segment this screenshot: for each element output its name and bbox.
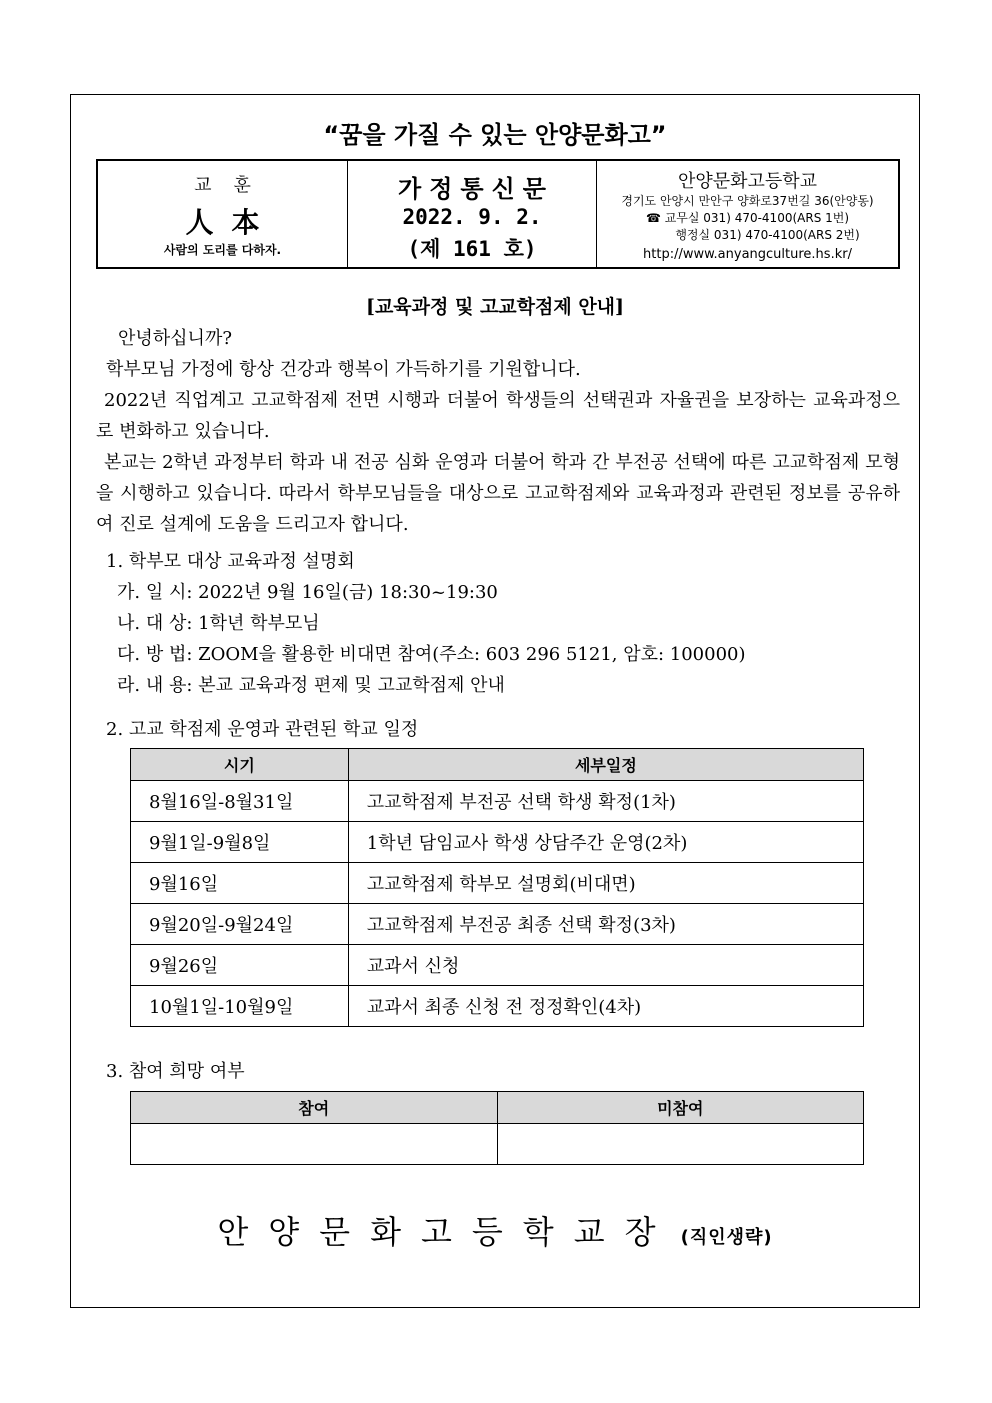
signature [71, 1207, 919, 1253]
period-cell: 9월16일 [131, 863, 349, 904]
school-address: 경기도 안양시 만안구 양화로37번길 36(안양동) [621, 194, 874, 208]
section-2-heading: 2. 고교 학점제 운영과 관련된 학교 일정 [106, 719, 419, 740]
section-1-item: 라. 내 용: 본교 교육과정 편제 및 고교학점제 안내 [117, 675, 505, 696]
school-contact [597, 193, 898, 244]
slogan: “꿈을 가질 수 있는 안양문화고” [323, 121, 667, 149]
intro-text [96, 323, 900, 540]
table-row [131, 904, 864, 945]
detail-cell: 고교학점제 부전공 최종 선택 확정(3차) [348, 904, 863, 945]
detail-cell: 1학년 담임교사 학생 상담주간 운영(2차) [348, 822, 863, 863]
table-header-row [131, 749, 864, 781]
newsletter-date: 2022. 9. 2. [402, 205, 542, 229]
header-detail: 세부일정 [348, 749, 863, 781]
header-box [96, 159, 900, 269]
section-1-item: 가. 일 시: 2022년 9월 16일(금) 18:30~19:30 [117, 582, 498, 603]
motto-label: 교훈 [194, 175, 273, 196]
header-attend: 참여 [131, 1092, 498, 1124]
document-frame [70, 94, 920, 1308]
document-title: [교육과정 및 고교학점제 안내] [365, 296, 625, 318]
phone-admin: 행정실 031) 470-4100(ARS 2번) [675, 228, 860, 242]
period-cell: 9월26일 [131, 945, 349, 986]
school-url[interactable]: http://www.anyangculture.hs.kr/ [643, 247, 852, 262]
newsletter-cell [348, 161, 597, 267]
period-cell: 9월1일-9월8일 [131, 822, 349, 863]
period-cell: 8월16일-8월31일 [131, 781, 349, 822]
not-attend-input-cell[interactable] [497, 1124, 864, 1165]
school-info-cell [597, 161, 898, 267]
table-row [131, 822, 864, 863]
section-1-heading: 1. 학부모 대상 교육과정 설명회 [106, 551, 355, 572]
table-row [131, 1124, 864, 1165]
detail-cell: 고교학점제 학부모 설명회(비대면) [348, 863, 863, 904]
table-header-row [131, 1092, 864, 1124]
phone-office: ☎ 교무실 031) 470-4100(ARS 1번) [645, 211, 850, 225]
participation-table [130, 1091, 864, 1165]
section-3-heading: 3. 참여 희망 여부 [106, 1061, 245, 1082]
header-not-attend: 미참여 [497, 1092, 864, 1124]
table-row [131, 781, 864, 822]
table-row [131, 986, 864, 1027]
header-period: 시기 [131, 749, 349, 781]
greeting: 안녕하십니까? [118, 328, 232, 349]
detail-cell: 교과서 최종 신청 전 정정확인(4차) [348, 986, 863, 1027]
principal-title: 안양문화고등학교장 [217, 1213, 676, 1251]
section-1-item: 나. 대 상: 1학년 학부모님 [117, 613, 320, 634]
table-row [131, 863, 864, 904]
intro-paragraph-2: 2022년 직업계고 고교학점제 전면 시행과 더불어 학생들의 선택권과 자율권을 보장하는 교육과정으로 변화하고 있습니다. [96, 390, 900, 442]
table-row [131, 945, 864, 986]
detail-cell: 고교학점제 부전공 선택 학생 확정(1차) [348, 781, 863, 822]
seal-omitted-note: (직인생략) [680, 1227, 773, 1248]
motto: 人本 [185, 206, 278, 239]
issue-number: (제 161 호) [407, 237, 537, 261]
detail-cell: 교과서 신청 [348, 945, 863, 986]
schedule-table [130, 748, 864, 1027]
intro-paragraph-1: 학부모님 가정에 항상 건강과 행복이 가득하기를 기원합니다. [106, 359, 581, 380]
motto-cell [98, 161, 348, 267]
newsletter-title: 가정통신문 [398, 175, 554, 203]
period-cell: 9월20일-9월24일 [131, 904, 349, 945]
section-1-item: 다. 방 법: ZOOM을 활용한 비대면 참여(주소: 603 296 5121, 암호: 100000) [117, 644, 746, 665]
school-name: 안양문화고등학교 [677, 171, 818, 192]
motto-subtitle: 사람의 도리를 다하자. [163, 243, 282, 257]
intro-paragraph-3: 본교는 2학년 과정부터 학과 내 전공 심화 운영과 더불어 학과 간 부전공 선택에 따른 고교학점제 모형을 시행하고 있습니다. 따라서 학부모님들을 대상으로 고교학점제와 교육과정과 관련된 정보를 공유하여 진로 설계에 도움을 드리고자 합니다. [96, 452, 900, 535]
period-cell: 10월1일-10월9일 [131, 986, 349, 1027]
attend-input-cell[interactable] [131, 1124, 498, 1165]
